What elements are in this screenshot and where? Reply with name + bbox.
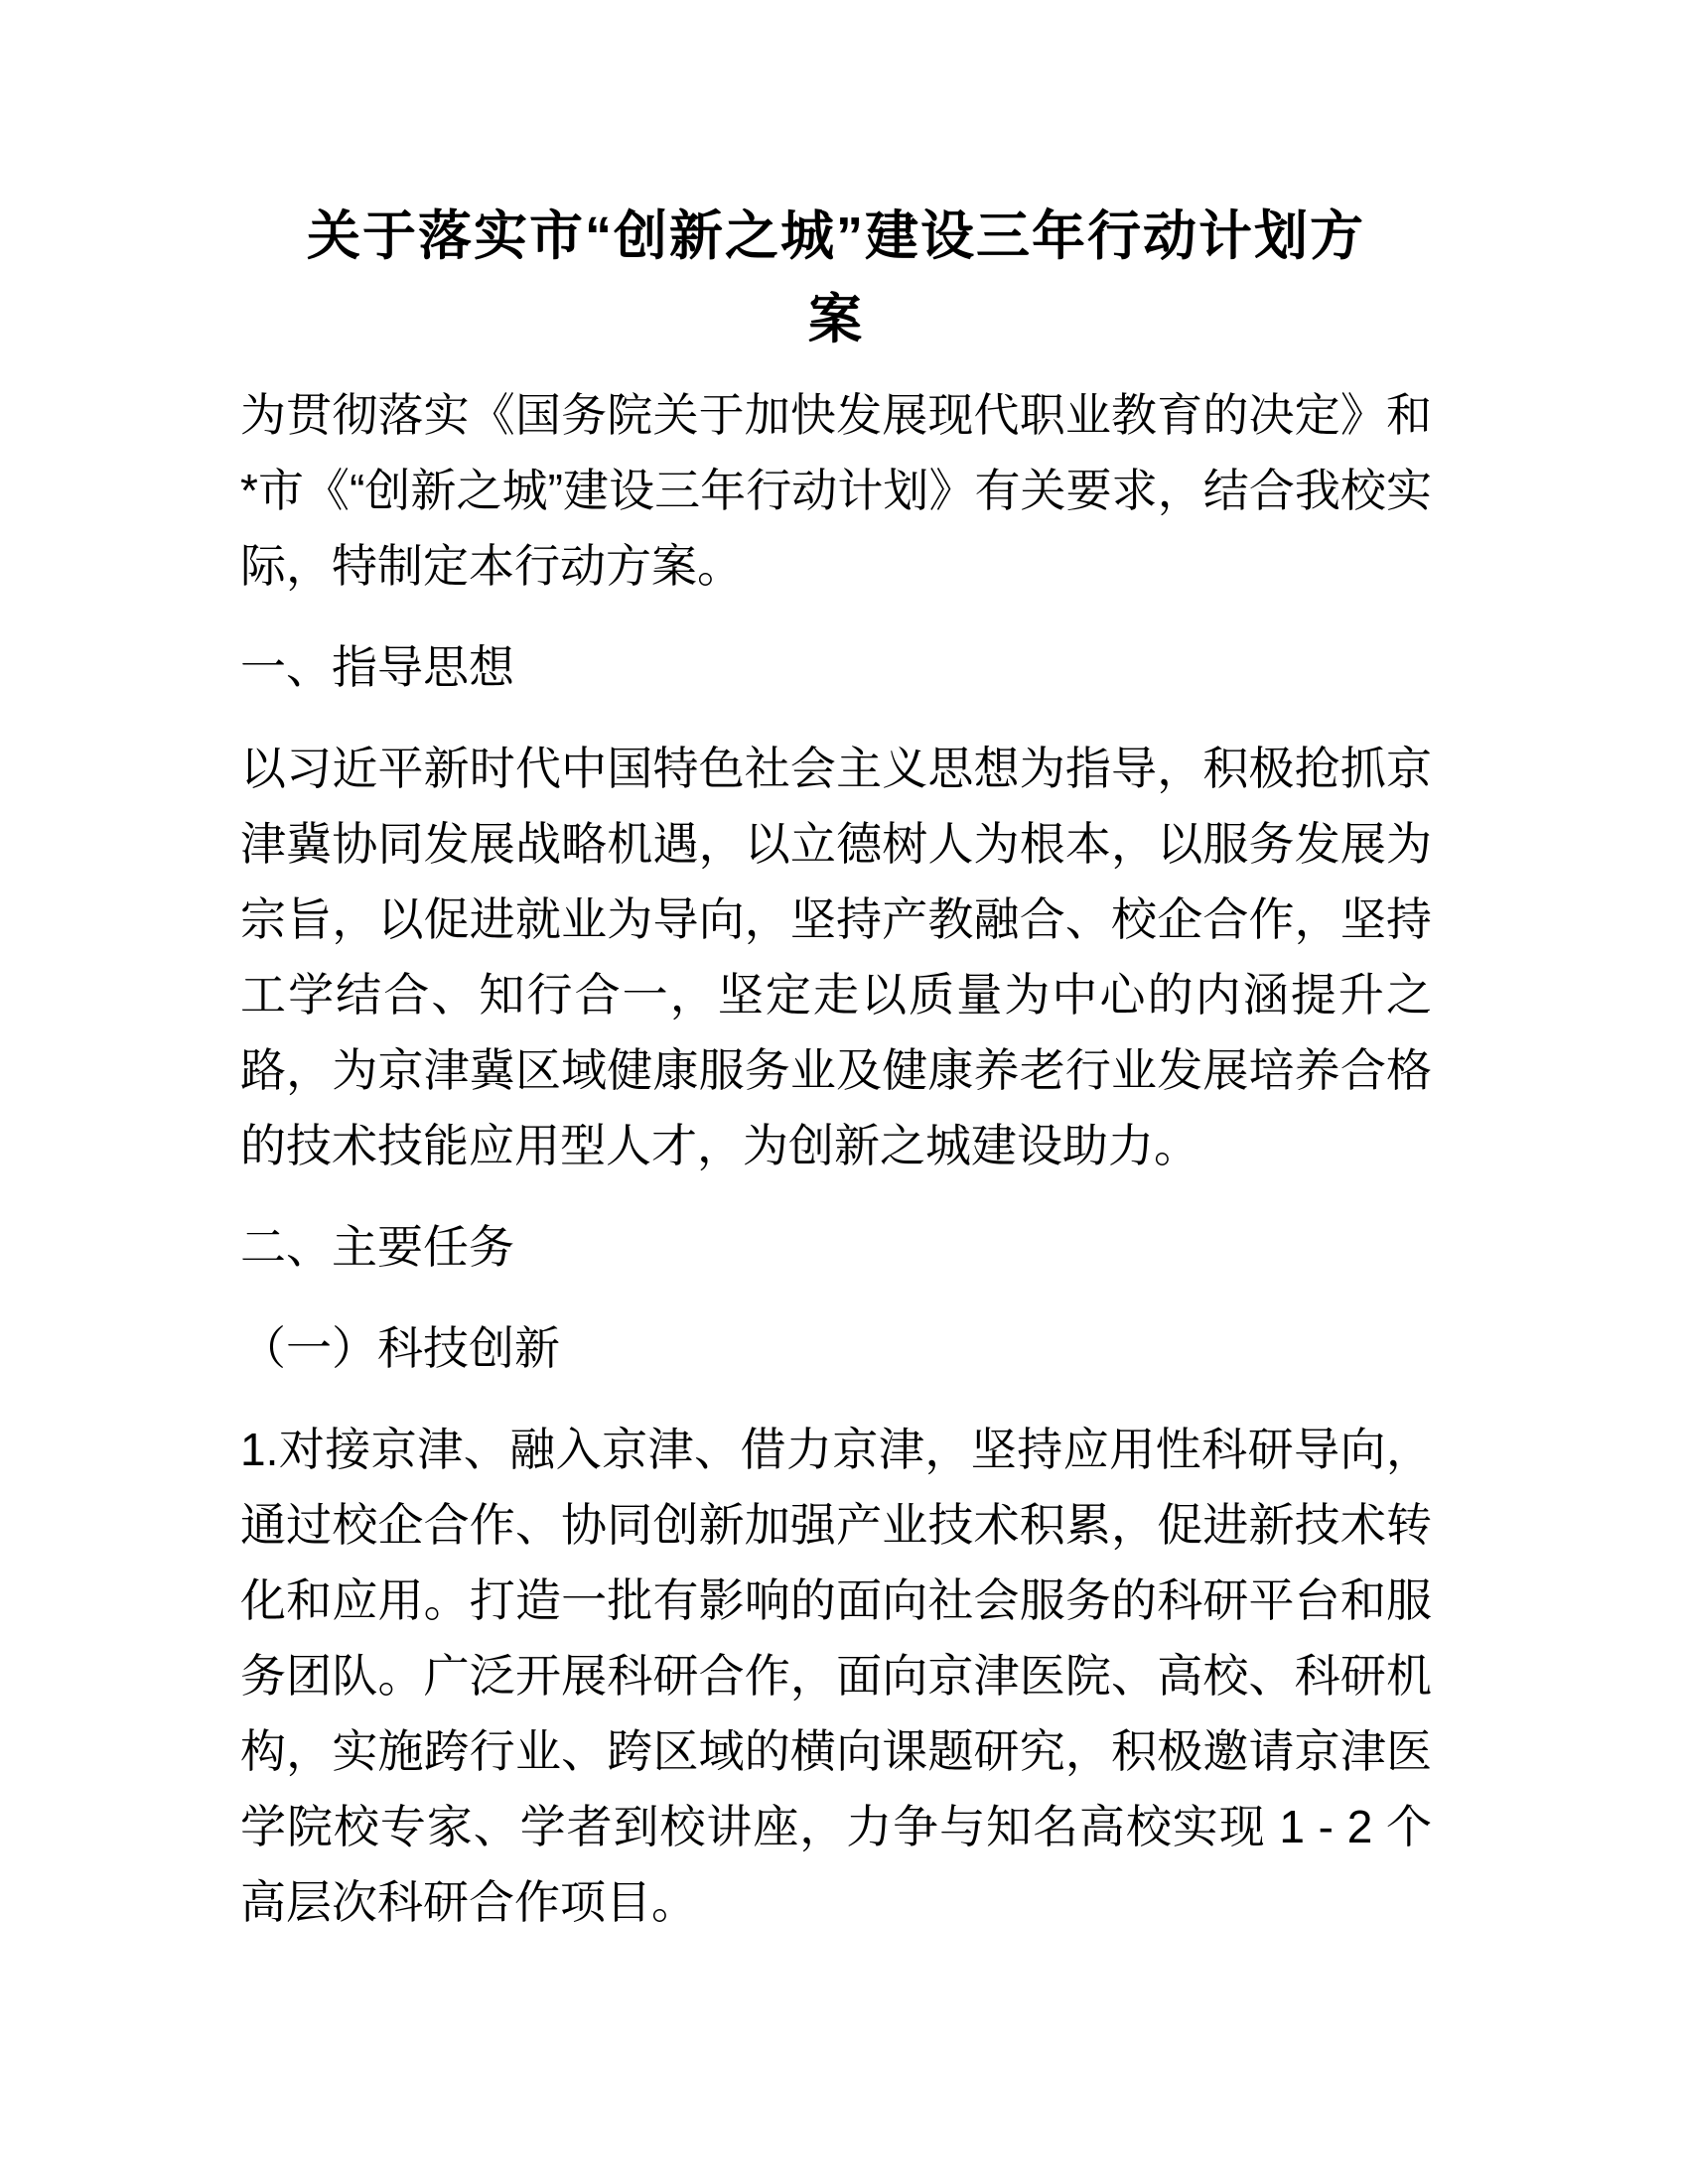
title-line-2: 案 xyxy=(808,290,864,349)
section-1-heading: 一、指导思想 xyxy=(240,641,514,693)
section-2-sub-heading: （一）科技创新 xyxy=(240,1322,560,1374)
intro-paragraph: 为贯彻落实《国务院关于加快发展现代职业教育的决定》和*市《“创新之城”建设三年行动计划》有关要求，结合我校实际，特制定本行动方案。 xyxy=(240,389,1432,592)
section-2-heading: 二、主要任务 xyxy=(240,1221,514,1273)
section-1-body: 以习近平新时代中国特色社会主义思想为指导，积极抢抓京津冀协同发展战略机遇，以立德树人为根本，以服务发展为宗旨，以促进就业为导向，坚持产教融合、校企合作，坚持工学结合、知行合一，坚定走以质量为中心的内涵提升之路，为京津冀区域健康服务业及健康养老行业发展培养合格的技术技能应用型人才，为创新之城建设助力。 xyxy=(240,743,1432,1171)
document-title xyxy=(240,195,1432,361)
section-2-sub-body: 1.对接京津、融入京津、借力京津，坚持应用性科研导向，通过校企合作、协同创新加强产业技术积累，促进新技术转化和应用。打造一批有影响的面向社会服务的科研平台和服务团队。广泛开展科研合作，面向京津医院、高校、科研机构，实施跨行业、跨区域的横向课题研究，积极邀请京津医学院校专家、学者到校讲座，力争与知名高校实现 1 - 2 个高层次科研合作项目。 xyxy=(240,1424,1432,1928)
title-line-1: 关于落实市“创新之城”建设三年行动计划方 xyxy=(307,206,1365,266)
